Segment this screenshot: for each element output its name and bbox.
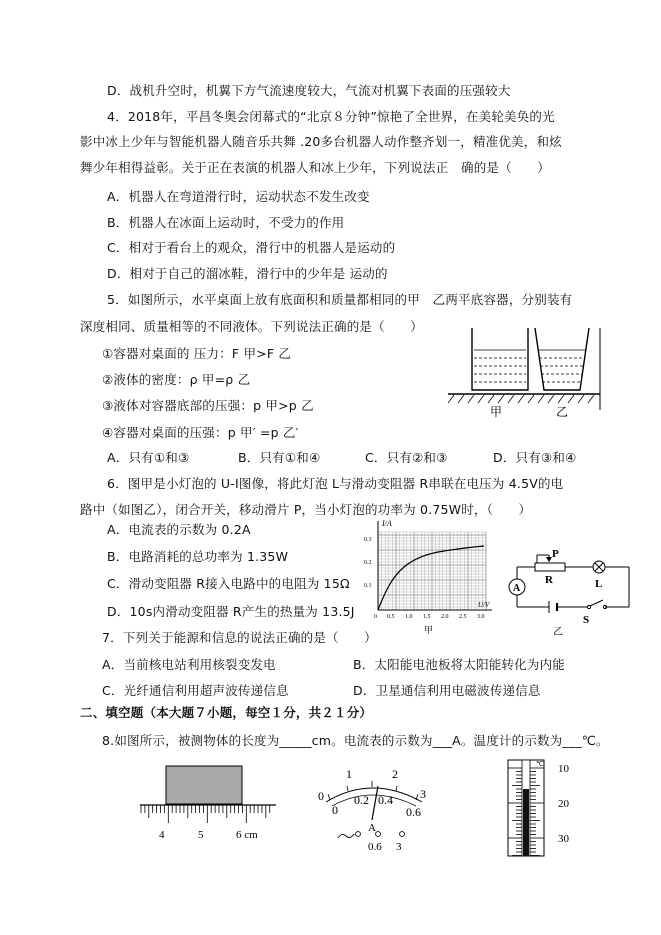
- q8-thermometer-label-10: 10: [558, 763, 569, 775]
- q7-option-b: B．太阳能电池板将太阳能转化为内能: [353, 657, 565, 672]
- q4-stem-line2: 影中冰上少年与智能机器人随音乐共舞 .20多台机器人动作整齐划一，精准优美，和炫: [80, 134, 562, 149]
- q5-stem-line1: 5．如图所示，水平桌面上放有底面积和质量都相同的甲 乙两平底容器，分别装有: [107, 292, 573, 307]
- q6-ui-graph: [360, 517, 510, 637]
- q6-graph-xtick: 3.0: [477, 614, 485, 620]
- q6-option-c: C．滑动变阻器 R接入电路中的电阻为 15Ω: [107, 576, 350, 591]
- q6-graph-xtick: 0: [374, 614, 377, 620]
- q8-ammeter-top-0: 0: [318, 789, 324, 803]
- q7-option-a: A．当前核电站利用核裂变发电: [102, 657, 276, 672]
- q4-option-d: D．相对于自己的溜冰鞋，滑行中的少年是 运动的: [107, 266, 388, 281]
- q6-graph-xtick: 2.5: [459, 614, 467, 620]
- q6-circuit-diagram: [505, 545, 635, 635]
- q6-graph-caption: 甲: [424, 625, 434, 635]
- q8-thermometer-label-30: 30: [558, 833, 569, 845]
- q8-thermometer-unit: ℃: [536, 760, 544, 768]
- q8-ammeter-unit: A: [368, 822, 376, 834]
- q5-label-jia: 甲: [490, 405, 503, 419]
- q6-graph-ytick: 0.2: [364, 560, 372, 566]
- q8-ammeter-bottom-06: 0.6: [406, 805, 421, 819]
- q6-option-d: D．10s内滑动变阻器 R产生的热量为 13.5J: [107, 604, 355, 619]
- q5-containers-figure: [448, 324, 618, 424]
- q6-circuit-l: L: [595, 578, 603, 590]
- q7-option-d: D．卫星通信利用电磁波传递信息: [353, 683, 541, 698]
- q8-ammeter-bottom-0: 0: [332, 803, 338, 817]
- q5-option-a: A．只有①和③: [107, 450, 190, 465]
- q6-graph-ytick: 0.3: [364, 537, 372, 543]
- q8-ruler-label-6: 6 cm: [236, 829, 258, 841]
- q6-option-b: B．电路消耗的总功率为 1.35W: [107, 549, 289, 564]
- q5-option-b: B．只有①和④: [238, 450, 321, 465]
- q5-statement-3: ③液体对容器底部的压强：p 甲>p 乙: [102, 398, 314, 413]
- q8-ammeter-bottom-04: 0.4: [378, 793, 393, 807]
- q8-thermometer-liquid: [523, 789, 529, 856]
- q8-ruler-figure: [138, 762, 278, 850]
- q4-option-b: B．机器人在冰面上运动时，不受力的作用: [107, 215, 345, 230]
- q5-statement-2: ②液体的密度：ρ 甲=ρ 乙: [102, 372, 251, 387]
- q8-ammeter-bottom-02: 0.2: [354, 793, 369, 807]
- q6-graph-xtick: 2.0: [441, 614, 449, 620]
- q8-thermometer-figure: [500, 756, 590, 858]
- q8-ammeter-terminal-06: 0.6: [368, 841, 382, 853]
- q4-option-a: A．机器人在弯道滑行时，运动状态不发生改变: [107, 189, 370, 204]
- q4-stem-line1: 4．2018年，平昌冬奥会闭幕式的“北京８分钟”惊艳了全世界，在美轮美奂的光: [107, 109, 555, 124]
- q4-option-c: C．相对于看台上的观众，滑行中的机器人是运动的: [107, 240, 396, 255]
- q6-graph-xtick: 1.5: [423, 614, 431, 620]
- q6-option-a: A．电流表的示数为 0.2A: [107, 522, 251, 537]
- q5-statement-1: ①容器对桌面的 压力：F 甲>F 乙: [102, 346, 292, 361]
- q6-circuit-r: R: [545, 574, 553, 586]
- q6-graph-ytick: 0.1: [364, 583, 372, 589]
- q5-label-yi: 乙: [556, 405, 569, 419]
- q6-stem-line1: 6．图甲是小灯泡的 U-I图像，将此灯泡 L与滑动变阻器 R串联在电压为 4.5V的电: [107, 476, 564, 491]
- q6-circuit-caption: 乙: [553, 627, 563, 635]
- q7-stem: 7．下列关于能源和信息的说法正确的是（ ）: [102, 630, 377, 645]
- q6-graph-xlabel: U/V: [478, 601, 490, 609]
- q5-option-d: D．只有③和④: [493, 450, 577, 465]
- q6-circuit-p: P: [552, 548, 559, 560]
- q8-stem: 8.如图所示，被测物体的长度为_____cm。电流表的示数为___A。温度计的示数为___℃。: [102, 733, 609, 748]
- section2-title: 二、填空题（本大题７小题，每空１分，共２１分）: [80, 705, 373, 720]
- q8-ruler-label-4: 4: [159, 829, 165, 841]
- q8-ammeter-terminal-3: 3: [396, 841, 402, 853]
- q7-option-c: C．光纤通信利用超声波传递信息: [102, 683, 289, 698]
- q4-stem-line3: 舞少年相得益彰。关于正在表演的机器人和冰上少年，下列说法正 确的是（ ）: [80, 160, 550, 175]
- q8-ruler-label-5: 5: [198, 829, 204, 841]
- q6-graph-xtick: 0.5: [387, 614, 395, 620]
- q6-circuit-a: A: [513, 583, 521, 594]
- q6-circuit-s: S: [583, 614, 590, 626]
- q8-ammeter-top-1: 1: [346, 767, 352, 781]
- q8-ammeter-top-2: 2: [392, 767, 398, 781]
- q6-graph-xtick: 1.0: [405, 614, 413, 620]
- q8-ammeter-top-3: 3: [420, 787, 426, 801]
- q6-graph-ylabel: I/A: [382, 519, 392, 528]
- q5-statement-4: ④容器对桌面的压强：p 甲′ =p 乙′: [102, 425, 299, 440]
- q6-stem-line2: 路中（如图乙），闭合开关，移动滑片 P，当小灯泡的功率为 0.75W时，（ ）: [80, 502, 532, 517]
- q5-option-c: C．只有②和③: [365, 450, 448, 465]
- q3-option-d: D．战机升空时，机翼下方气流速度较大，气流对机翼下表面的压强较大: [107, 83, 511, 98]
- q5-stem-line2: 深度相同、质量相等的不同液体。下列说法正确的是（ ）: [80, 319, 423, 334]
- q8-thermometer-label-20: 20: [558, 798, 569, 810]
- q8-ammeter-figure: [312, 762, 432, 854]
